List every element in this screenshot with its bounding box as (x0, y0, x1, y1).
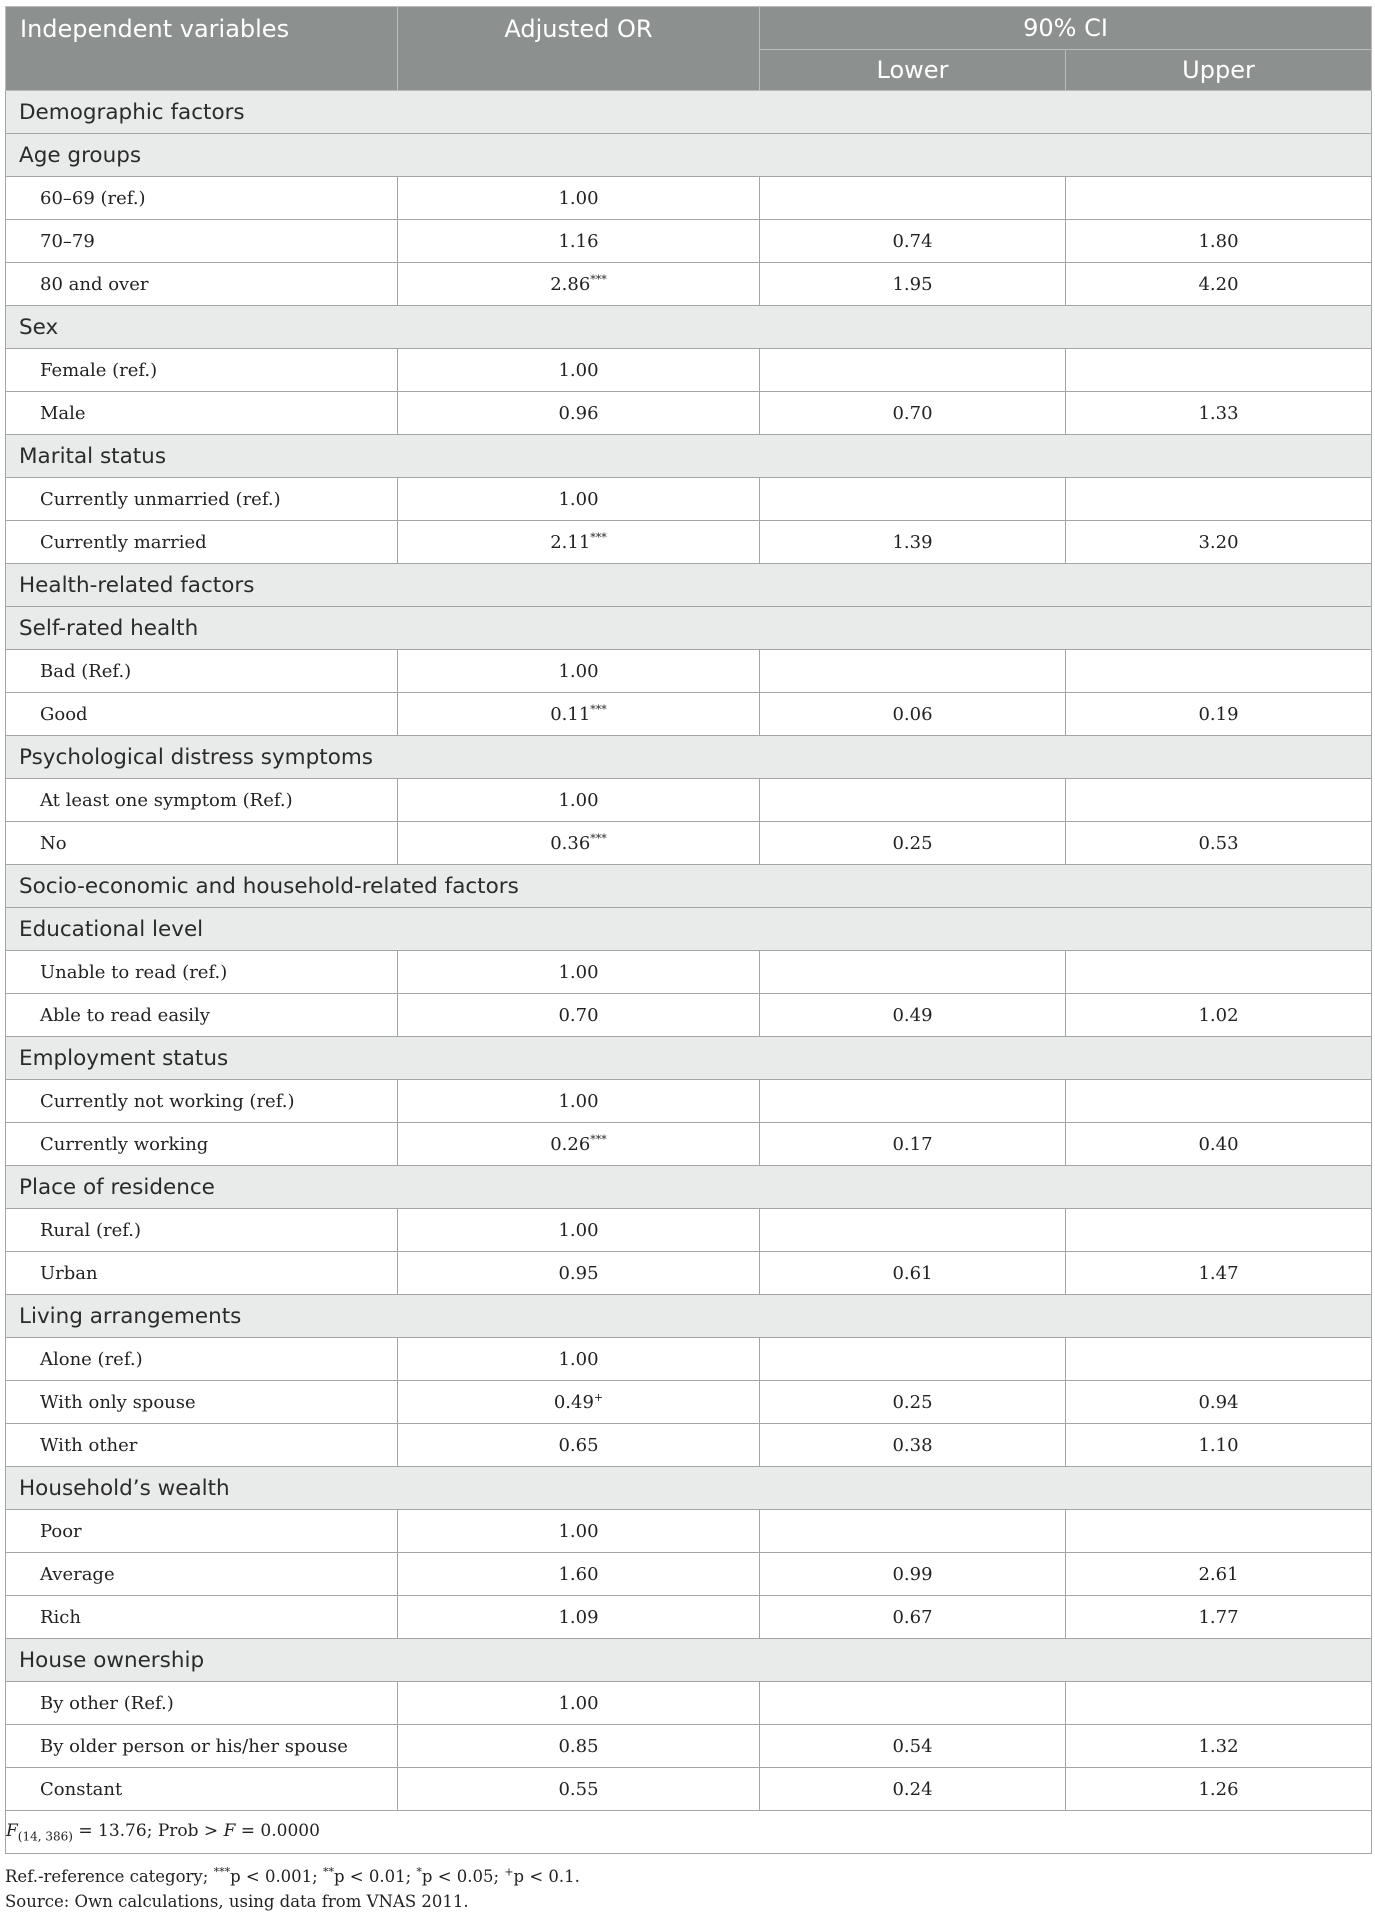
adjusted-or-value: 1.00 (558, 187, 599, 209)
adjusted-or-cell (398, 994, 760, 1037)
ci-lower-cell (760, 478, 1066, 521)
table-notes (5, 1864, 1371, 1914)
row-label: Able to read easily (6, 994, 398, 1037)
adjusted-or-value: 1.60 (558, 1563, 599, 1585)
row-label: By other (Ref.) (6, 1682, 398, 1725)
f-symbol-2: F (223, 1820, 236, 1841)
ci-upper-cell: 0.19 (1066, 693, 1372, 736)
adjusted-or-value: 0.85 (558, 1735, 599, 1757)
section-label: Employment status (6, 1037, 1372, 1080)
adjusted-or-cell (398, 1252, 760, 1295)
adjusted-or-value: 0.95 (558, 1262, 599, 1284)
ci-upper-cell (1066, 1338, 1372, 1381)
section-label: Age groups (6, 134, 1372, 177)
adjusted-or-cell (398, 1338, 760, 1381)
ci-lower-cell (760, 1510, 1066, 1553)
ci-lower-cell: 1.39 (760, 521, 1066, 564)
ci-lower-cell: 0.67 (760, 1596, 1066, 1639)
table-row (6, 220, 1372, 263)
adjusted-or-cell (398, 1725, 760, 1768)
ci-upper-cell (1066, 1682, 1372, 1725)
row-label: By older person or his/her spouse (6, 1725, 398, 1768)
adjusted-or-cell (398, 1209, 760, 1252)
adjusted-or-value: 1.00 (558, 1520, 599, 1542)
adjusted-or-cell (398, 822, 760, 865)
document (5, 6, 1371, 1914)
significance-marker: *** (590, 831, 607, 845)
section-label: Sex (6, 306, 1372, 349)
f-statistic-row (6, 1811, 1372, 1854)
adjusted-or-value: 1.00 (558, 1348, 599, 1370)
section-row (6, 1037, 1372, 1080)
section-label: Educational level (6, 908, 1372, 951)
row-label: Currently married (6, 521, 398, 564)
adjusted-or-cell (398, 693, 760, 736)
adjusted-or-cell (398, 263, 760, 306)
adjusted-or-value: 1.00 (558, 1090, 599, 1112)
note-p1: p < 0.05; (421, 1867, 505, 1886)
f-value-text: = 13.76; Prob > (72, 1820, 224, 1841)
section-label: House ownership (6, 1639, 1372, 1682)
regression-table (5, 6, 1372, 1854)
row-label: With only spouse (6, 1381, 398, 1424)
ci-upper-cell (1066, 779, 1372, 822)
table-row (6, 951, 1372, 994)
adjusted-or-value: 2.86 (550, 273, 591, 295)
table-row (6, 1424, 1372, 1467)
table-row (6, 1123, 1372, 1166)
ci-lower-cell: 0.24 (760, 1768, 1066, 1811)
section-label: Living arrangements (6, 1295, 1372, 1338)
adjusted-or-value: 1.16 (558, 230, 599, 252)
ci-upper-cell: 2.61 (1066, 1553, 1372, 1596)
adjusted-or-value: 1.00 (558, 961, 599, 983)
row-label: Poor (6, 1510, 398, 1553)
adjusted-or-value: 1.00 (558, 488, 599, 510)
ci-lower-cell (760, 779, 1066, 822)
table-row (6, 478, 1372, 521)
section-row (6, 1467, 1372, 1510)
note-p0: p < 0.1. (513, 1867, 580, 1886)
f-df: (14, 386) (17, 1829, 73, 1844)
table-row (6, 1725, 1372, 1768)
note-ref-text: Ref.-reference category; (5, 1867, 214, 1886)
f-statistic (6, 1811, 1372, 1854)
section-label: Self-rated health (6, 607, 1372, 650)
section-label: Health-related factors (6, 564, 1372, 607)
adjusted-or-value: 0.55 (558, 1778, 599, 1800)
adjusted-or-value: 1.00 (558, 660, 599, 682)
table-row (6, 521, 1372, 564)
section-row (6, 134, 1372, 177)
ci-upper-cell: 1.47 (1066, 1252, 1372, 1295)
adjusted-or-value: 1.00 (558, 1692, 599, 1714)
ci-upper-cell: 4.20 (1066, 263, 1372, 306)
significance-marker: *** (590, 272, 607, 286)
adjusted-or-value: 0.70 (558, 1004, 599, 1026)
table-row (6, 1381, 1372, 1424)
table-row (6, 177, 1372, 220)
adjusted-or-value: 1.09 (558, 1606, 599, 1628)
row-label: 70–79 (6, 220, 398, 263)
table-row (6, 1553, 1372, 1596)
table-header (6, 7, 1372, 91)
adjusted-or-cell (398, 177, 760, 220)
adjusted-or-value: 1.00 (558, 359, 599, 381)
ci-upper-cell: 1.33 (1066, 392, 1372, 435)
ci-lower-cell (760, 1682, 1066, 1725)
row-label: 60–69 (ref.) (6, 177, 398, 220)
row-label: Average (6, 1553, 398, 1596)
note-sig-3: *** (213, 1865, 231, 1879)
adjusted-or-value: 1.00 (558, 1219, 599, 1241)
ci-upper-cell: 0.53 (1066, 822, 1372, 865)
adjusted-or-value: 0.49 (553, 1391, 594, 1413)
table-row (6, 263, 1372, 306)
row-label: Currently not working (ref.) (6, 1080, 398, 1123)
ci-upper-cell (1066, 177, 1372, 220)
section-row (6, 908, 1372, 951)
adjusted-or-cell (398, 392, 760, 435)
ci-lower-cell (760, 1209, 1066, 1252)
table-row (6, 822, 1372, 865)
adjusted-or-value: 0.26 (550, 1133, 591, 1155)
table-body (6, 91, 1372, 1811)
ci-lower-cell (760, 1080, 1066, 1123)
section-row (6, 1639, 1372, 1682)
row-label: Rural (ref.) (6, 1209, 398, 1252)
prob-value-text: = 0.0000 (235, 1820, 320, 1841)
section-row (6, 607, 1372, 650)
adjusted-or-cell (398, 650, 760, 693)
section-label: Marital status (6, 435, 1372, 478)
adjusted-or-cell (398, 779, 760, 822)
note-source: Source: Own calculations, using data from VNAS 2011. (5, 1892, 469, 1911)
ci-lower-cell: 0.99 (760, 1553, 1066, 1596)
ci-upper-cell (1066, 478, 1372, 521)
significance-marker: *** (590, 530, 607, 544)
section-row (6, 1166, 1372, 1209)
adjusted-or-cell (398, 1596, 760, 1639)
ci-upper-cell (1066, 951, 1372, 994)
table-row (6, 1596, 1372, 1639)
ci-upper-cell: 3.20 (1066, 521, 1372, 564)
row-label: Good (6, 693, 398, 736)
ci-lower-cell: 0.17 (760, 1123, 1066, 1166)
ci-upper-cell: 1.80 (1066, 220, 1372, 263)
ci-upper-cell: 1.10 (1066, 1424, 1372, 1467)
ci-lower-cell (760, 650, 1066, 693)
section-row (6, 865, 1372, 908)
significance-marker: + (593, 1390, 604, 1404)
ci-lower-cell: 0.06 (760, 693, 1066, 736)
row-label: At least one symptom (Ref.) (6, 779, 398, 822)
row-label: 80 and over (6, 263, 398, 306)
row-label: No (6, 822, 398, 865)
section-label: Socio-economic and household-related factors (6, 865, 1372, 908)
table-row (6, 994, 1372, 1037)
header-upper: Upper (1066, 50, 1372, 91)
ci-lower-cell: 0.25 (760, 1381, 1066, 1424)
section-row (6, 564, 1372, 607)
adjusted-or-cell (398, 220, 760, 263)
significance-marker: *** (590, 1132, 607, 1146)
table-row (6, 1682, 1372, 1725)
ci-upper-cell: 1.77 (1066, 1596, 1372, 1639)
table-row (6, 1510, 1372, 1553)
table-row (6, 1768, 1372, 1811)
ci-lower-cell: 0.61 (760, 1252, 1066, 1295)
adjusted-or-value: 0.96 (558, 402, 599, 424)
row-label: Constant (6, 1768, 398, 1811)
adjusted-or-cell (398, 1553, 760, 1596)
table-row (6, 650, 1372, 693)
ci-lower-cell (760, 177, 1066, 220)
adjusted-or-cell (398, 349, 760, 392)
ci-upper-cell (1066, 1510, 1372, 1553)
ci-upper-cell: 1.02 (1066, 994, 1372, 1037)
table-row (6, 1252, 1372, 1295)
ci-upper-cell (1066, 650, 1372, 693)
ci-lower-cell: 0.38 (760, 1424, 1066, 1467)
adjusted-or-cell (398, 1080, 760, 1123)
ci-lower-cell: 0.74 (760, 220, 1066, 263)
row-label: Currently unmarried (ref.) (6, 478, 398, 521)
row-label: Bad (Ref.) (6, 650, 398, 693)
row-label: Male (6, 392, 398, 435)
ci-lower-cell (760, 1338, 1066, 1381)
section-row (6, 91, 1372, 134)
adjusted-or-cell (398, 1682, 760, 1725)
adjusted-or-cell (398, 951, 760, 994)
table-row (6, 779, 1372, 822)
ci-lower-cell: 0.70 (760, 392, 1066, 435)
ci-lower-cell: 1.95 (760, 263, 1066, 306)
row-label: Urban (6, 1252, 398, 1295)
row-label: Alone (ref.) (6, 1338, 398, 1381)
adjusted-or-value: 0.65 (558, 1434, 599, 1456)
adjusted-or-value: 1.00 (558, 789, 599, 811)
adjusted-or-cell (398, 521, 760, 564)
note-sig-1: * (416, 1865, 422, 1879)
section-label: Household’s wealth (6, 1467, 1372, 1510)
row-label: Female (ref.) (6, 349, 398, 392)
table-row (6, 392, 1372, 435)
adjusted-or-cell (398, 478, 760, 521)
adjusted-or-cell (398, 1768, 760, 1811)
adjusted-or-cell (398, 1123, 760, 1166)
section-row (6, 306, 1372, 349)
ci-upper-cell (1066, 1209, 1372, 1252)
ci-lower-cell (760, 349, 1066, 392)
f-symbol: F (6, 1820, 18, 1841)
note-significance (5, 1864, 1371, 1889)
table-row (6, 349, 1372, 392)
adjusted-or-cell (398, 1381, 760, 1424)
table-row (6, 1080, 1372, 1123)
adjusted-or-cell (398, 1424, 760, 1467)
row-label: Unable to read (ref.) (6, 951, 398, 994)
note-sig-0: + (504, 1865, 514, 1879)
ci-upper-cell: 1.32 (1066, 1725, 1372, 1768)
ci-upper-cell: 0.40 (1066, 1123, 1372, 1166)
significance-marker: *** (590, 702, 607, 716)
section-label: Place of residence (6, 1166, 1372, 1209)
row-label: With other (6, 1424, 398, 1467)
header-independent-variables: Independent variables (6, 7, 398, 91)
ci-upper-cell: 0.94 (1066, 1381, 1372, 1424)
header-lower: Lower (760, 50, 1066, 91)
section-row (6, 435, 1372, 478)
section-label: Psychological distress symptoms (6, 736, 1372, 779)
adjusted-or-value: 0.36 (550, 832, 591, 854)
adjusted-or-value: 2.11 (550, 531, 591, 553)
section-label: Demographic factors (6, 91, 1372, 134)
adjusted-or-cell (398, 1510, 760, 1553)
row-label: Currently working (6, 1123, 398, 1166)
section-row (6, 1295, 1372, 1338)
ci-lower-cell: 0.25 (760, 822, 1066, 865)
ci-upper-cell (1066, 1080, 1372, 1123)
header-ci: 90% CI (760, 7, 1372, 50)
ci-upper-cell: 1.26 (1066, 1768, 1372, 1811)
ci-lower-cell (760, 951, 1066, 994)
note-sig-2: ** (322, 1865, 334, 1879)
table-row (6, 1338, 1372, 1381)
table-row (6, 1209, 1372, 1252)
note-p2: p < 0.01; (333, 1867, 417, 1886)
row-label: Rich (6, 1596, 398, 1639)
ci-lower-cell: 0.54 (760, 1725, 1066, 1768)
note-p3: p < 0.001; (230, 1867, 323, 1886)
table-row (6, 693, 1372, 736)
section-row (6, 736, 1372, 779)
adjusted-or-value: 0.11 (550, 703, 591, 725)
ci-lower-cell: 0.49 (760, 994, 1066, 1037)
ci-upper-cell (1066, 349, 1372, 392)
header-adjusted-or: Adjusted OR (398, 7, 760, 91)
